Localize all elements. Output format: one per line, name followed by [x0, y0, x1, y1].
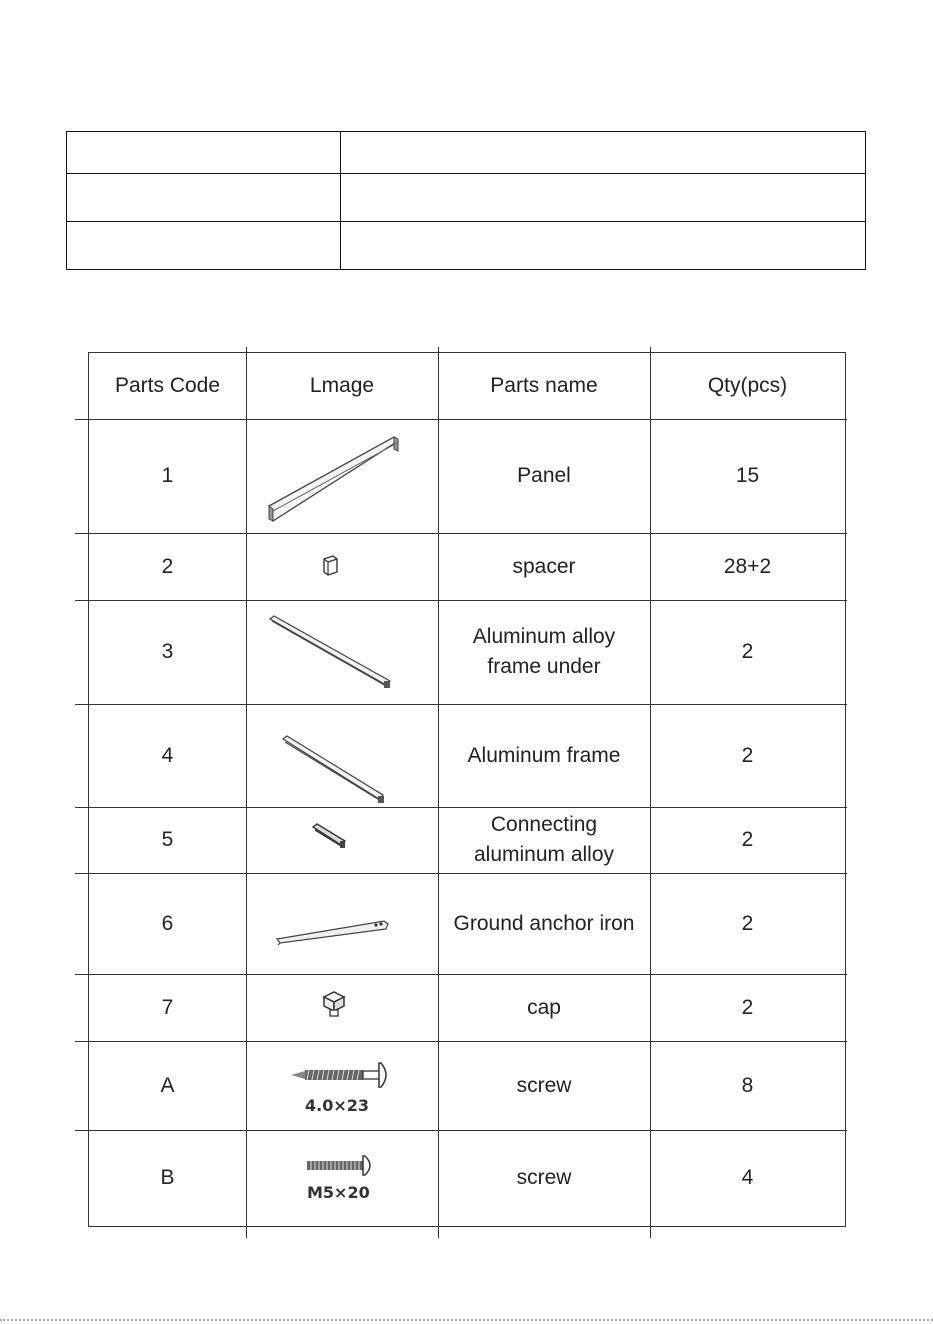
part-qty: 2: [741, 995, 754, 1019]
part-code: 1: [161, 464, 174, 487]
header-info-table: [66, 131, 866, 270]
panel-icon: [264, 431, 404, 526]
screw-size-label: 4.0×23: [305, 1096, 370, 1115]
column-divider: [246, 347, 247, 1238]
part-name: screw: [516, 1073, 572, 1097]
part-qty: 2: [741, 743, 754, 767]
part-code: 4: [161, 743, 174, 767]
connector-icon: [309, 821, 349, 851]
part-name: spacer: [512, 554, 576, 578]
part-code: 5: [161, 828, 174, 851]
part-name: Aluminum frame: [467, 743, 621, 767]
part-qty: 2: [741, 640, 754, 663]
table-row-divider: [67, 173, 865, 174]
parts-table: [88, 352, 846, 1227]
ground-anchor-icon: [274, 913, 394, 949]
screw-size-label: M5×20: [307, 1183, 370, 1202]
part-code: A: [160, 1073, 175, 1097]
part-qty: 2: [741, 911, 754, 935]
machine-screw-icon: [299, 1151, 399, 1211]
part-qty: 15: [735, 464, 760, 487]
part-qty: 28+2: [723, 554, 772, 578]
cap-icon: [321, 989, 347, 1019]
part-code: 7: [161, 995, 174, 1019]
wood-screw-icon: [287, 1059, 412, 1119]
part-name: Ground anchor iron: [453, 911, 635, 935]
part-name: Connecting aluminum alloy: [473, 813, 615, 866]
header-image: Lmage: [309, 374, 375, 397]
part-qty: 4: [741, 1166, 754, 1189]
part-name: cap: [527, 995, 561, 1019]
table-row-divider: [67, 221, 865, 222]
header-parts-code: Parts Code: [114, 374, 221, 397]
part-name: Panel: [517, 464, 571, 487]
spacer-icon: [321, 553, 341, 577]
part-code: B: [160, 1166, 175, 1189]
frame-rail-icon: [279, 733, 389, 808]
part-name: screw: [516, 1166, 572, 1189]
page-edge-divider: [0, 1319, 933, 1321]
header-qty: Qty(pcs): [707, 374, 788, 397]
header-parts-name: Parts name: [490, 374, 598, 397]
part-qty: 8: [741, 1073, 754, 1097]
part-qty: 2: [741, 828, 754, 851]
frame-rail-icon: [264, 611, 394, 691]
table-column-divider: [340, 132, 341, 269]
part-name: Aluminum alloy frame under: [472, 625, 616, 678]
part-code: 2: [161, 554, 174, 578]
part-code: 3: [161, 640, 174, 663]
part-code: 6: [161, 911, 174, 935]
